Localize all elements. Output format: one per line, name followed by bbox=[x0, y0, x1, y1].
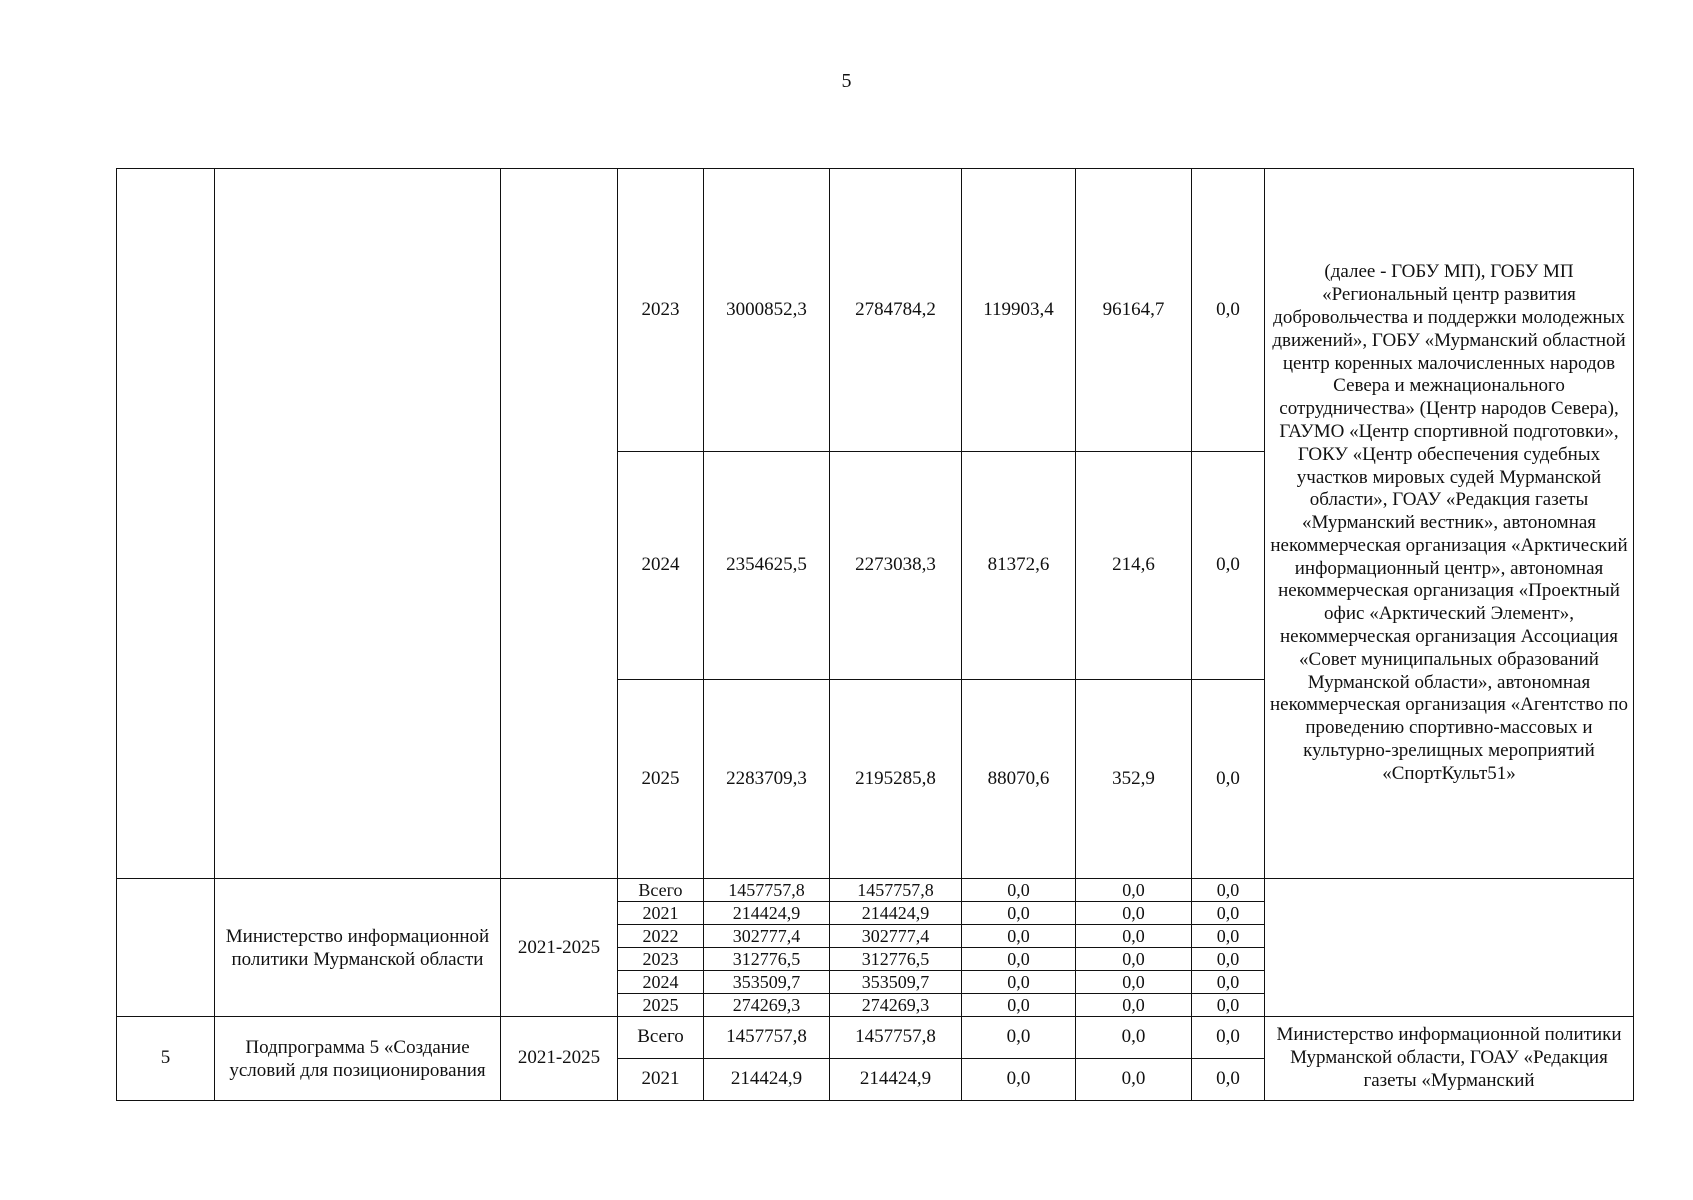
period-cell: 2021-2025 bbox=[501, 879, 618, 1017]
subprogram-name-cell: Подпрограмма 5 «Создание условий для позиционирования bbox=[215, 1017, 501, 1101]
amount-cell: 0,0 bbox=[1076, 971, 1192, 994]
amount-cell: 0,0 bbox=[1076, 948, 1192, 971]
amount-cell: 81372,6 bbox=[962, 452, 1076, 680]
page-number: 5 bbox=[841, 70, 852, 92]
amount-cell: 0,0 bbox=[1076, 902, 1192, 925]
amount-cell: 2784784,2 bbox=[830, 169, 962, 452]
amount-cell: 302777,4 bbox=[830, 925, 962, 948]
total-cell: 353509,7 bbox=[704, 971, 830, 994]
amount-cell: 0,0 bbox=[1192, 902, 1265, 925]
year-cell: 2022 bbox=[618, 925, 704, 948]
amount-cell: 0,0 bbox=[1076, 1059, 1192, 1101]
amount-cell: 0,0 bbox=[962, 994, 1076, 1017]
amount-cell: 0,0 bbox=[962, 1017, 1076, 1059]
total-cell: 302777,4 bbox=[704, 925, 830, 948]
name-cell bbox=[215, 169, 501, 879]
amount-cell: 0,0 bbox=[1192, 879, 1265, 902]
executors-text: Министерство информационной политики Мурманской области, ГОАУ «Редакция газеты «Мурманский bbox=[1276, 1024, 1622, 1091]
amount-cell: 0,0 bbox=[1192, 680, 1265, 879]
table-row bbox=[117, 879, 1634, 902]
amount-cell: 0,0 bbox=[1076, 1017, 1192, 1059]
table-row bbox=[117, 1017, 1634, 1059]
total-cell: 214424,9 bbox=[704, 1059, 830, 1101]
total-cell: 274269,3 bbox=[704, 994, 830, 1017]
executors-cell bbox=[1265, 1017, 1634, 1101]
executors-text: (далее - ГОБУ МП), ГОБУ МП «Региональный центр развития добровольчества и поддержки молодежных движений», ГОБУ «Мурманский областной центр коренных малочисленных народов Севера и межнационального сотрудничества» (Центр народов Севера), ГАУМО «Центр спортивной подготовки», ГОКУ «Центр обеспечения судебных участков мировых судей Мурманской области», ГОАУ «Редакция газеты «Мурманский вестник», автономная некоммерческая организация «Арктический информационный центр», автономная некоммерческая организация «Проектный офис «Арктический Элемент», некоммерческая организация Ассоциация «Совет муниципальных образований Мурманской области», автономная некоммерческая организация «Агентство по проведению спортивно-массовых и культурно-зрелищных мероприятий «СпортКульт51» bbox=[1270, 261, 1628, 784]
year-cell: Всего bbox=[618, 1017, 704, 1059]
amount-cell: 0,0 bbox=[1192, 169, 1265, 452]
year-cell: 2023 bbox=[618, 169, 704, 452]
number-cell: 5 bbox=[117, 1017, 215, 1101]
number-cell bbox=[117, 169, 215, 879]
amount-cell: 119903,4 bbox=[962, 169, 1076, 452]
year-cell: 2021 bbox=[618, 1059, 704, 1101]
total-cell: 3000852,3 bbox=[704, 169, 830, 452]
year-cell: Всего bbox=[618, 879, 704, 902]
year-cell: 2023 bbox=[618, 948, 704, 971]
amount-cell: 274269,3 bbox=[830, 994, 962, 1017]
amount-cell: 0,0 bbox=[962, 879, 1076, 902]
total-cell: 2283709,3 bbox=[704, 680, 830, 879]
budget-table bbox=[116, 168, 1634, 1101]
number-cell bbox=[117, 879, 215, 1017]
executors-cell bbox=[1265, 879, 1634, 1017]
total-cell: 1457757,8 bbox=[704, 1017, 830, 1059]
year-cell: 2025 bbox=[618, 994, 704, 1017]
amount-cell: 0,0 bbox=[1076, 925, 1192, 948]
year-cell: 2021 bbox=[618, 902, 704, 925]
amount-cell: 353509,7 bbox=[830, 971, 962, 994]
amount-cell: 1457757,8 bbox=[830, 879, 962, 902]
period-cell bbox=[501, 169, 618, 879]
amount-cell: 2273038,3 bbox=[830, 452, 962, 680]
amount-cell: 0,0 bbox=[962, 902, 1076, 925]
total-cell: 214424,9 bbox=[704, 902, 830, 925]
amount-cell: 1457757,8 bbox=[830, 1017, 962, 1059]
year-cell: 2025 bbox=[618, 680, 704, 879]
amount-cell: 214424,9 bbox=[830, 1059, 962, 1101]
amount-cell: 0,0 bbox=[962, 1059, 1076, 1101]
period-cell: 2021-2025 bbox=[501, 1017, 618, 1101]
amount-cell: 88070,6 bbox=[962, 680, 1076, 879]
amount-cell: 0,0 bbox=[1192, 971, 1265, 994]
amount-cell: 0,0 bbox=[962, 925, 1076, 948]
amount-cell: 2195285,8 bbox=[830, 680, 962, 879]
amount-cell: 0,0 bbox=[1076, 879, 1192, 902]
amount-cell: 0,0 bbox=[1192, 994, 1265, 1017]
amount-cell: 0,0 bbox=[1192, 925, 1265, 948]
total-cell: 312776,5 bbox=[704, 948, 830, 971]
amount-cell: 0,0 bbox=[1076, 994, 1192, 1017]
amount-cell: 96164,7 bbox=[1076, 169, 1192, 452]
year-cell: 2024 bbox=[618, 971, 704, 994]
amount-cell: 0,0 bbox=[1192, 1017, 1265, 1059]
amount-cell: 0,0 bbox=[962, 948, 1076, 971]
amount-cell: 0,0 bbox=[962, 971, 1076, 994]
total-cell: 2354625,5 bbox=[704, 452, 830, 680]
total-cell: 1457757,8 bbox=[704, 879, 830, 902]
amount-cell: 0,0 bbox=[1192, 1059, 1265, 1101]
ministry-name-cell: Министерство информационной политики Мурманской области bbox=[215, 879, 501, 1017]
amount-cell: 214,6 bbox=[1076, 452, 1192, 680]
amount-cell: 0,0 bbox=[1192, 948, 1265, 971]
amount-cell: 214424,9 bbox=[830, 902, 962, 925]
amount-cell: 0,0 bbox=[1192, 452, 1265, 680]
executors-cell bbox=[1265, 169, 1634, 879]
year-cell: 2024 bbox=[618, 452, 704, 680]
amount-cell: 312776,5 bbox=[830, 948, 962, 971]
amount-cell: 352,9 bbox=[1076, 680, 1192, 879]
table-row bbox=[117, 169, 1634, 452]
